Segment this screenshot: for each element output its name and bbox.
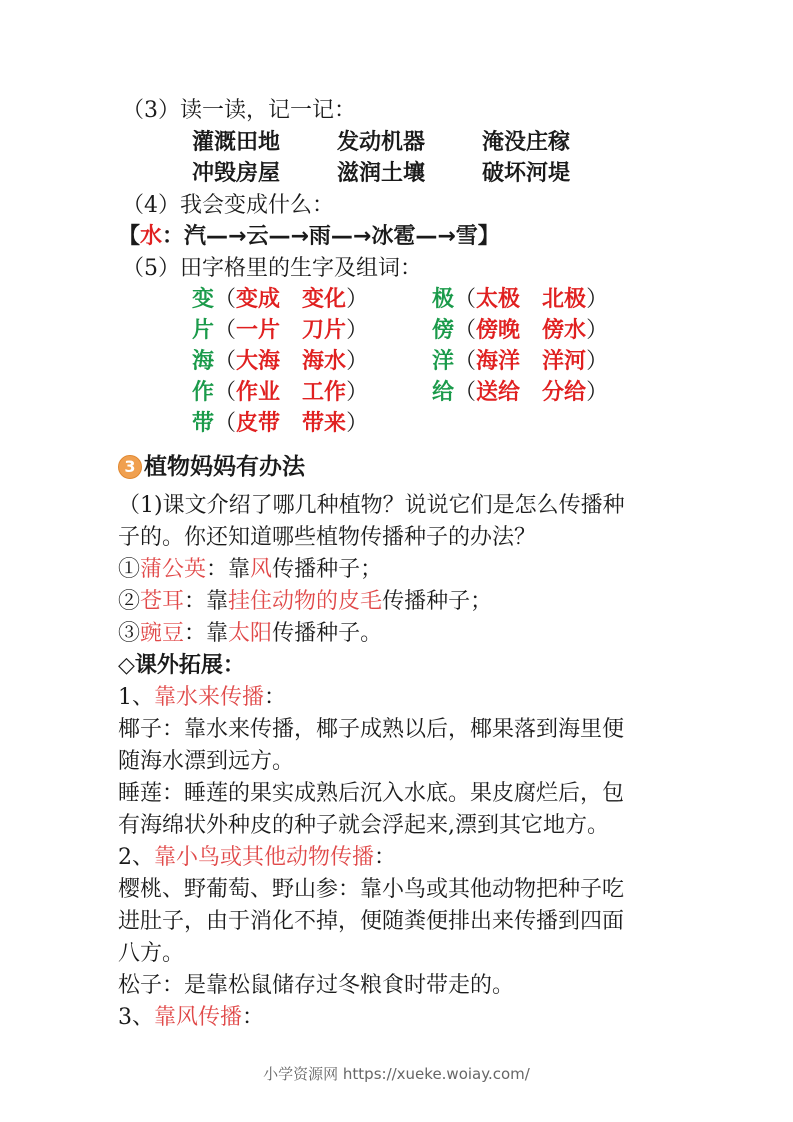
plant-item-2 [118,587,492,617]
section-read-heading: （3）读一读，记一记： [122,98,356,123]
word: 海水 [302,349,347,374]
char-entry-left-2 [192,347,368,377]
char-entry-right-1 [432,316,608,346]
section-title: 靠小鸟或其他动物传播 [154,845,375,870]
new-char: 极 [432,287,455,312]
paragraph-line: 八方。 [118,941,185,966]
section-change-heading: （4）我会变成什么： [122,193,334,218]
word: 工作 [302,380,347,405]
dispersal-way: 挂住动物的皮毛 [228,589,383,614]
paren: （ [454,380,477,405]
paragraph-line: 松子：是靠松鼠储存过冬粮食时带走的。 [118,973,515,998]
section-title: 靠风传播 [154,1005,243,1030]
word: 变成 [236,287,281,312]
circled-number-3-icon: 3 [118,455,142,479]
text: 传播种子； [382,589,493,614]
colon: ： [162,224,185,249]
word: 海洋 [476,349,521,374]
water-cycle-line [118,222,500,252]
paren: （ [214,411,237,436]
new-char: 海 [192,349,215,374]
read-word: 破坏河堤 [482,161,571,186]
extension-section-2-title [118,843,396,873]
lesson-title [118,452,305,482]
paren: ） [346,349,369,374]
item-number: ② [118,589,141,614]
footer-watermark: 小学资源网 https://xueke.woiay.com/ [263,1065,530,1083]
word: 分给 [542,380,587,405]
text: 传播种子。 [272,621,383,646]
word: 送给 [476,380,521,405]
dispersal-way: 太阳 [228,621,273,646]
colon: ： [374,845,397,870]
section-number: 1、 [118,685,154,710]
read-row-1 [192,128,570,158]
section-title: 靠水来传播 [154,685,265,710]
char-entry-right-0 [432,285,608,315]
extension-section-1-title [118,683,286,713]
plant-name: 苍耳 [140,589,185,614]
paren: （ [214,349,237,374]
paragraph-line: 椰子：靠水来传播，椰子成熟以后，椰果落到海里便 [118,717,625,742]
water-chain: 汽—→云—→雨—→冰雹—→雪 [184,224,478,249]
word: 带来 [302,411,347,436]
paren: （ [214,318,237,343]
paragraph-line: 随海水漂到远方。 [118,749,295,774]
paren: ） [586,349,609,374]
plant-item-1 [118,555,382,585]
text: ：靠 [206,557,251,582]
item-number: ③ [118,621,141,646]
question-1-line-1: （1)课文介绍了哪几种植物？说说它们是怎么传播种 [118,493,625,518]
bracket-close: 】 [477,224,500,249]
section-chars-heading: （5）田字格里的生字及组词： [122,256,422,281]
new-char: 傍 [432,318,455,343]
plant-name: 豌豆 [140,621,185,646]
lesson-title-text: 植物妈妈有办法 [144,454,305,480]
paragraph-line: 睡莲：睡莲的果实成熟后沉入水底。果皮腐烂后，包 [118,781,625,806]
word: 皮带 [236,411,281,436]
paren: ） [586,287,609,312]
read-word: 发动机器 [337,130,426,155]
text: ：靠 [184,621,229,646]
read-word: 滋润土壤 [337,161,426,186]
new-char: 带 [192,411,215,436]
new-char: 给 [432,380,455,405]
word: 一片 [236,318,281,343]
word: 洋河 [542,349,587,374]
word: 刀片 [302,318,347,343]
word: 傍晚 [476,318,521,343]
plant-name: 蒲公英 [140,557,207,582]
new-char: 片 [192,318,215,343]
paren: ） [346,318,369,343]
paren: ） [346,411,369,436]
word: 作业 [236,380,281,405]
char-entry-right-3 [432,378,608,408]
paren: ） [586,318,609,343]
new-char: 作 [192,380,215,405]
colon: ： [264,685,287,710]
read-word: 淹没庄稼 [482,130,571,155]
paragraph-line: 进肚子，由于消化不掉，便随粪便排出来传播到四面 [118,909,625,934]
read-row-2 [192,159,570,189]
paragraph-line: 有海绵状外种皮的种子就会浮起来,漂到其它地方。 [118,813,609,838]
extension-heading: ◇课外拓展： [118,653,245,678]
question-1-line-2: 子的。你还知道哪些植物传播种子的办法？ [118,525,537,550]
new-char: 变 [192,287,215,312]
paren: （ [454,349,477,374]
item-number: ① [118,557,141,582]
paren: （ [214,287,237,312]
text: ：靠 [184,589,229,614]
bracket-open: 【 [118,224,141,249]
char-entry-left-0 [192,285,368,315]
read-word: 灌溉田地 [192,130,281,155]
char-entry-right-2 [432,347,608,377]
char-entry-left-1 [192,316,368,346]
char-entry-left-3 [192,378,368,408]
paren: ） [346,380,369,405]
plant-item-3 [118,619,382,649]
word: 大海 [236,349,281,374]
paren: （ [454,318,477,343]
char-entry-left-4 [192,409,368,439]
colon: ： [242,1005,265,1030]
word: 变化 [302,287,347,312]
paren: （ [214,380,237,405]
extension-section-3-title [118,1003,264,1033]
read-word: 冲毁房屋 [192,161,281,186]
dispersal-way: 风 [250,557,273,582]
section-number: 3、 [118,1005,154,1030]
section-number: 2、 [118,845,154,870]
new-char: 洋 [432,349,455,374]
water-word: 水 [140,224,163,249]
text: 传播种子； [272,557,383,582]
word: 太极 [476,287,521,312]
word: 傍水 [542,318,587,343]
paren: （ [454,287,477,312]
word: 北极 [542,287,587,312]
paren: ） [346,287,369,312]
paren: ） [586,380,609,405]
paragraph-line: 樱桃、野葡萄、野山参：靠小鸟或其他动物把种子吃 [118,877,625,902]
